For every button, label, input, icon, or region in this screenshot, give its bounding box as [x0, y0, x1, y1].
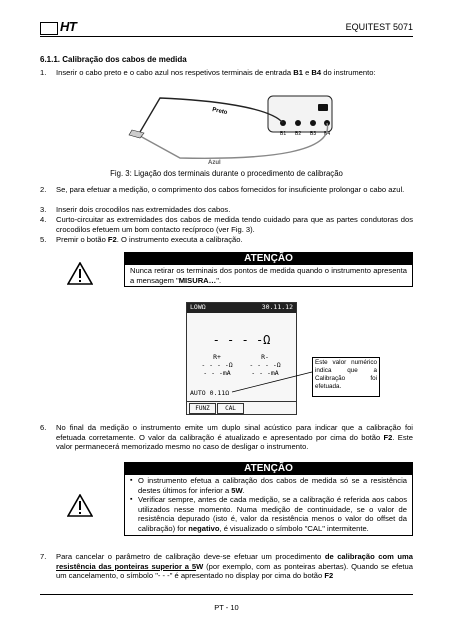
- black-cable-label: Preto: [211, 107, 228, 117]
- figure-caption: Fig. 3: Ligação dos terminais durante o procedimento de calibração: [110, 169, 343, 178]
- display-date: 30.11.12: [261, 303, 293, 311]
- logo-box-icon: [40, 22, 58, 35]
- display-note: Este valor numérico indica que a Calibração foi efetuada.: [312, 357, 380, 397]
- warning-text: [125, 475, 412, 535]
- display-r-minus: R- - - - -Ω - - -mA: [249, 353, 281, 377]
- display-main-value: - - - -Ω: [212, 333, 271, 347]
- step-2: 2. Se, para efetuar a medição, o comprimento dos cabos fornecidos for insuficiente prolongar o cabo azul.: [40, 185, 405, 194]
- section-title: 6.1.1. Calibração dos cabos de medida: [40, 55, 187, 64]
- calibration-figure: [120, 92, 350, 168]
- softkey-cal: CAL: [217, 403, 244, 414]
- step-text: Inserir o cabo preto e o cabo azul nos respetivos terminais de entrada B1 e B4 do instrumento:: [56, 68, 376, 77]
- black-cable: [140, 98, 283, 132]
- terminal-label-b1: B1: [280, 131, 287, 137]
- blue-cable-label: Azul: [208, 160, 221, 166]
- step-6: 6. No final da medição o instrumento emite um duplo sinal acústico para indicar que a calibração foi efetuada corretamente. O valor da calibração é atualizado e apresentado por cima do botão F2. Este valor permanecerá memorizado mesmo no caso de desligar o instrumento.: [40, 423, 413, 452]
- softkey-funz: FUNZ: [189, 403, 216, 414]
- step-4: 4. Curto-circuitar as extremidades dos cabos de medida tendo cuidado para que as partes condutoras dos crocodilos efetuem um bom contacto recíproco (ver Fig. 3).: [40, 215, 413, 234]
- display-r-plus: R+ - - - -Ω - - -mA: [201, 353, 233, 377]
- product-name: EQUITEST 5071: [345, 22, 413, 32]
- warning-title: ATENÇÃO: [125, 463, 412, 475]
- callout-line: [230, 370, 314, 395]
- instrument-display: [186, 302, 297, 415]
- footer-rule: [40, 594, 413, 595]
- warning-text: Nunca retirar os terminais dos pontos de medida quando o instrumento apresenta a mensagem "MISURA…".: [130, 266, 407, 285]
- step-1: [40, 68, 413, 78]
- display-mode: LOWΩ: [190, 303, 206, 311]
- warning-body: [124, 252, 413, 287]
- warning-triangle-icon: [40, 462, 120, 548]
- display-calibration-value: AUTO 0.11Ω: [190, 389, 230, 397]
- warning-body: [124, 462, 413, 536]
- brand-text: HT: [60, 19, 77, 34]
- step-number: 1.: [40, 68, 47, 77]
- terminal-label-b2: B2: [295, 131, 302, 137]
- warning-triangle-icon: [40, 252, 120, 294]
- step-3: 3. Inserir dois crocodilos nas extremidades dos cabos.: [40, 205, 231, 214]
- instrument-terminal-panel: [268, 96, 332, 132]
- ht-logo: [40, 21, 100, 35]
- step-7: 7. Para cancelar o parâmetro de calibração deve-se efetuar um procedimento de calibração com uma resistência das ponteiras superior a 5W (por exemplo, com as ponteiras abertas). Quando se efetua um cancelamento, o símbolo "- - -" é apresentado no display por cima do botão F2: [40, 552, 413, 581]
- page-number: PT - 10: [214, 603, 239, 612]
- terminal-label-b4: B4: [324, 131, 331, 137]
- warning-bullet: ▪ O instrumento efetua a calibração dos cabos de medida só se a resistência destes últimos for inferior a 5W.: [130, 476, 407, 495]
- step-5: 5. Premir o botão F2. O instrumento executa a calibração.: [40, 235, 243, 244]
- panel-button-icon: [318, 104, 328, 111]
- display-status-bar: [187, 303, 296, 313]
- warning-bullet: ▪ Verificar sempre, antes de cada medição, se a calibração é referida aos cabos utilizados nesse momento. Numa medição de continuidade, se o valor de resistência depurado (isto é, valor da resistência menos o valor do offset da calibração) for negativo, é visualizado o símbolo "CAL" intermitente.: [130, 495, 407, 533]
- warning-title: ATENÇÃO: [125, 253, 412, 265]
- warning-box-2: [40, 462, 413, 548]
- header-rule: [40, 36, 413, 37]
- warning-box-1: [40, 252, 413, 294]
- terminal-label-b3: B3: [310, 131, 317, 137]
- display-softkeys: [187, 401, 296, 414]
